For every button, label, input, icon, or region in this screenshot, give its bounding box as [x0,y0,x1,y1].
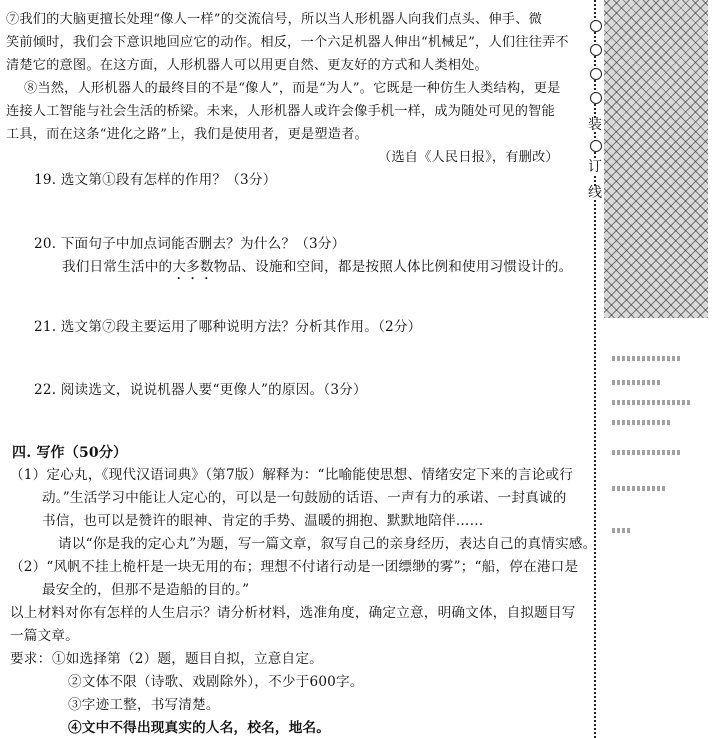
paragraph-7-line-3: 清楚它的意图。在这方面，人形机器人可以用更自然、更友好的方式和人类相处。 [6,58,488,73]
option-2-line-2: 最安全的，但那不是造船的目的。” [42,582,250,598]
binding-label-zhuang: 装 [588,117,602,133]
security-pattern-background [604,0,708,318]
prompt-line-1: 以上材料对你有怎样的人生启示？请分析材料，选准角度，确定立意，明确文体，自拟题目写 [10,605,576,621]
pattern-fragment [612,420,672,425]
binding-hole-circle [590,92,602,104]
option-1-line-1: （1）定心丸，《现代汉语词典》（第7版）解释为：“比喻能使思想、情绪安定下来的言论或行 [10,467,573,483]
requirement-1: ①如选择第（2）题，题目自拟，立意自定。 [52,651,323,667]
option-1-line-4: 请以“你是我的定心丸”为题，写一篇文章，叙写自己的亲身经历，表达自己的真情实感。 [58,536,597,552]
pattern-fragment [612,450,682,455]
binding-hole-circle [590,20,602,32]
option-1-line-3: 书信，也可以是赞许的眼神、肯定的手势、温暖的拥抱、默默地陪伴…… [42,513,484,529]
binding-hole-circle [590,140,602,152]
paragraph-8-line-2: 连接人工智能与社会生活的桥梁。未来，人形机器人或许会像手机一样，成为随处可见的智能 [6,104,555,119]
binding-dotted-line [594,0,596,738]
requirements-label: 要求： [10,651,52,667]
question-20: 20. 下面句子中加点词能否删去？为什么？（3分） [34,236,346,252]
paragraph-7-line-1: ⑦我们的大脑更擅长处理“像人一样”的交流信号，所以当人形机器人向我们点头、伸手、微 [6,12,542,27]
paragraph-8-line-3: 工具，而在这条“进化之路”上，我们是使用者，更是塑造者。 [6,127,368,142]
dotted-words: 大多数 [172,259,214,275]
question-22: 22. 阅读选文，说说机器人要“更像人”的原因。（3分） [34,382,367,398]
pattern-fragment [612,380,662,385]
sentence-part-b: 物品、设施和空间，都是按照人体比例和使用习惯设计的。 [213,259,573,275]
option-1-line-2: 动。”生活学习中能让人定心的，可以是一句鼓励的话语、一声有力的承诺、一封真诚的 [42,490,567,506]
pattern-fragment [612,528,632,533]
question-19: 19. 选文第①段有怎样的作用？（3分） [34,172,277,188]
source-citation: （选自《人民日报》，有删改） [378,150,559,165]
requirement-2: ②文体不限（诗歌、戏剧除外），不少于600字。 [68,674,364,690]
pattern-fragment [612,356,682,361]
prompt-line-2: 一篇文章。 [10,628,79,644]
pattern-fragment [612,400,692,405]
pattern-fragment [612,486,667,491]
option-2-line-1: （2）“风帆不挂上桅杆是一块无用的布；理想不付诸行动是一团缥缈的雾”；“船，停在港口是 [10,559,579,575]
binding-hole-circle [590,44,602,56]
paragraph-8-line-1: ⑧当然，人形机器人的最终目的不是“像人”，而是“为人”。它既是一种仿生人类结构，更是 [24,81,561,96]
sentence-part-a: 我们日常生活中的 [62,259,173,275]
binding-label-xian: 线 [588,185,602,201]
requirement-4: ④文中不得出现真实的人名，校名，地名。 [68,720,331,736]
requirement-3: ③字迹工整，书写清楚。 [68,697,220,713]
binding-hole-circle [590,68,602,80]
paragraph-7-line-2: 笑前倾时，我们会下意识地回应它的动作。相反，一个六足机器人伸出“机械足”，人们往往弄不 [6,35,569,50]
binding-label-ding: 订 [588,159,602,175]
question-21: 21. 选文第⑦段主要运用了哪种说明方法？分析其作用。（2分） [34,319,422,335]
question-20-sentence [62,257,572,283]
writing-heading: 四. 写作（50分） [12,445,128,461]
